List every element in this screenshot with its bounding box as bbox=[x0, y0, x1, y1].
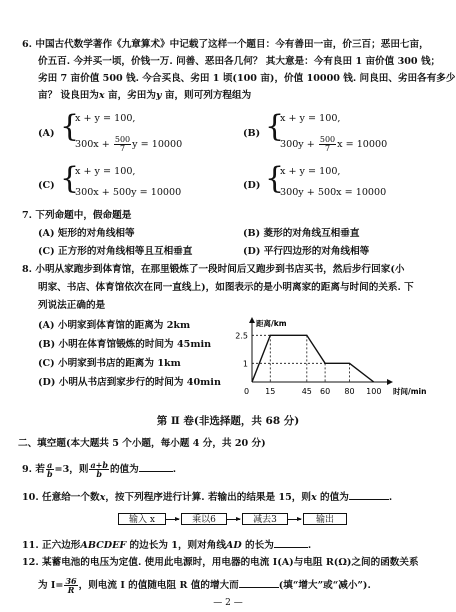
flow-arrow-2 bbox=[227, 519, 240, 520]
q7-option-d: (D) 平行四边形的对角线相等 bbox=[243, 246, 370, 257]
y-tick-label: 1 bbox=[242, 359, 248, 369]
x-tick-label: 100 bbox=[366, 387, 382, 396]
q6-option-b-eq1: x + y = 100, bbox=[280, 113, 341, 124]
q8-option-c: (C) 小明家到书店的距离为 1km bbox=[38, 358, 181, 369]
fill-in-heading: 二、填空题(本大题共 5 个小题，每小题 4 分，共 20 分) bbox=[18, 438, 266, 449]
x-tick-label: 60 bbox=[319, 387, 331, 396]
q8-line1: 8. 小明从家跑步到体育馆，在那里锻炼了一段时间后又跑步到书店买书，然后步行回家(小 bbox=[22, 264, 405, 275]
q6-option-c-eq1: x + y = 100, bbox=[75, 166, 136, 177]
flow-input-box: 输入 x bbox=[118, 513, 166, 525]
q9-text: 9. 若 $\frac{a}{b}$ =3，则 $\frac{a+b}{b}$ 的值为 . bbox=[22, 460, 177, 479]
q6-option-b-eq2: 300y + $\frac{500}{7}$ x = 10000 bbox=[280, 135, 388, 153]
brace-c: { bbox=[60, 161, 80, 196]
q8-option-b: (B) 小明在体育馆锻炼的时间为 45min bbox=[38, 339, 212, 350]
q6-option-a-label: (A) bbox=[38, 128, 55, 139]
q8-option-d: (D) 小明从书店到家步行的时间为 40min bbox=[38, 377, 221, 388]
origin-label: 0 bbox=[244, 387, 250, 396]
q12-line2: 为 I= $\frac{36}{R}$ ，则电流 I 的值随电阻 R 值的增大而 (填“增大”或“减小”). bbox=[38, 576, 371, 595]
q8-option-a: (A) 小明家到体育馆的距离为 2km bbox=[38, 320, 191, 331]
q6-option-a-eq2: 300x + $\frac{500}{7}$ y = 10000 bbox=[75, 135, 183, 153]
flow-output-box: 输出 bbox=[303, 513, 347, 525]
q6-line4: 亩？ 设良田为x 亩，劣田为y 亩，则可列方程组为 bbox=[38, 90, 252, 101]
flow-subtract-box: 减去3 bbox=[242, 513, 288, 525]
x-tick-label: 80 bbox=[344, 387, 355, 396]
flow-multiply-box: 乘以6 bbox=[181, 513, 227, 525]
q7-stem: 7. 下列命题中，假命题是 bbox=[22, 210, 132, 221]
q6-option-b-label: (B) bbox=[243, 128, 261, 139]
q7-option-c: (C) 正方形的对角线相等且互相垂直 bbox=[38, 246, 193, 257]
q11-text: 11. 正六边形ABCDEF 的边长为 1，则对角线AD 的长为 . bbox=[22, 540, 312, 551]
brace-d: { bbox=[265, 161, 285, 196]
page-number: — 2 — bbox=[213, 598, 243, 608]
x-tick-label: 15 bbox=[265, 387, 276, 396]
q6-option-c-label: (C) bbox=[38, 180, 55, 191]
y-axis-label: 距离/km bbox=[256, 319, 287, 328]
q10-text: 10. 任意给一个数x，按下列程序进行计算. 若输出的结果是 15，则x 的值为 . bbox=[22, 492, 393, 503]
y-tick-label: 2.5 bbox=[235, 331, 248, 341]
q6-option-d-eq1: x + y = 100, bbox=[280, 166, 341, 177]
brace-b: { bbox=[265, 109, 285, 144]
flow-arrow-1 bbox=[166, 519, 179, 520]
q6-line2: 价五百. 今并买一顷，价钱一万. 问善、恶田各几何？ 其大意是：今有良田 1 亩价值 300 钱； bbox=[38, 56, 441, 67]
brace-a: { bbox=[60, 109, 80, 144]
q6-line1: 6. 中国古代数学著作《九章算术》中记载了这样一个题目：今有善田一亩，价三百；恶田七亩， bbox=[22, 39, 429, 50]
q6-option-d-eq2: 300y + 500x = 10000 bbox=[280, 187, 387, 198]
section-2-title: 第 Ⅱ 卷(非选择题，共 68 分) bbox=[156, 415, 300, 427]
q6-option-a-eq1: x + y = 100, bbox=[75, 113, 136, 124]
distance-time-chart bbox=[222, 314, 448, 398]
q7-option-a: (A) 矩形的对角线相等 bbox=[38, 228, 135, 239]
x-tick-label: 45 bbox=[301, 387, 312, 396]
q7-option-b: (B) 菱形的对角线互相垂直 bbox=[243, 228, 360, 239]
q8-line2: 明家、书店、体育馆依次在同一直线上)，如图表示的是小明离家的距离与时间的关系. 下 bbox=[38, 282, 414, 293]
q6-option-c-eq2: 300x + 500y = 10000 bbox=[75, 187, 182, 198]
q6-line3: 劣田 7 亩价值 500 钱. 今合买良、劣田 1 顷(100 亩)，价值 10000 钱. 问良田、劣田各有多少 bbox=[38, 73, 456, 84]
flow-arrow-3 bbox=[288, 519, 301, 520]
distance-line bbox=[252, 335, 374, 382]
q8-line3: 列说法正确的是 bbox=[38, 300, 106, 311]
q12-line1: 12. 某蓄电池的电压为定值. 使用此电源时，用电器的电流 I(A)与电阻 R(Ω)之间的函数关系 bbox=[22, 557, 419, 568]
q6-option-d-label: (D) bbox=[243, 180, 261, 191]
x-axis-label: 时间/min bbox=[393, 387, 427, 396]
